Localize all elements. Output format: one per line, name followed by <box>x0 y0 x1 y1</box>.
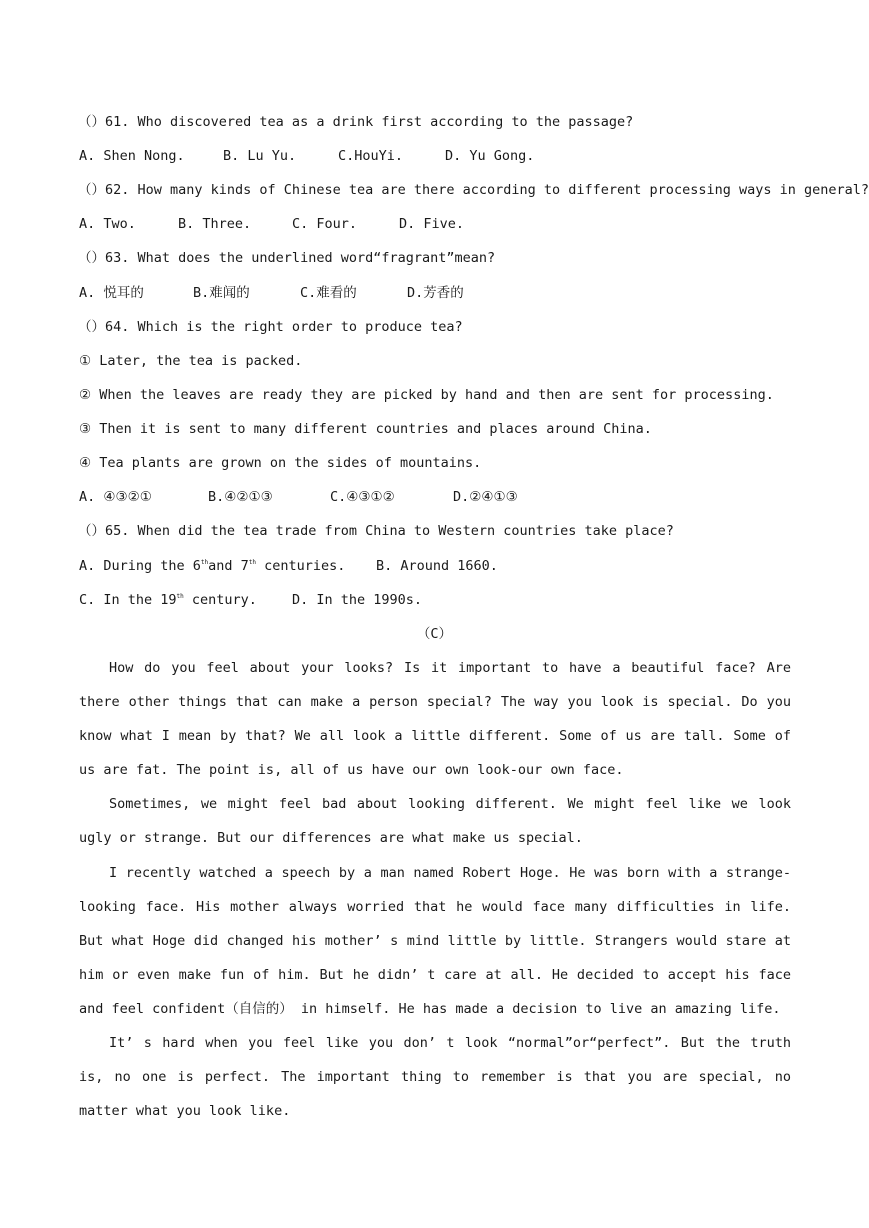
q64-step-1: ① Later, the tea is packed. <box>79 353 303 369</box>
passage-c-heading: （C） <box>416 626 453 642</box>
q64-step-2: ② When the leaves are ready they are picked by hand and then are sent for processing. <box>79 387 774 403</box>
question-65-stem: （）65. When did the tea trade from China to Western countries take place? <box>78 523 674 539</box>
question-63-stem: （）63. What does the underlined word“fragrant”mean? <box>78 250 496 266</box>
q62-option-b: B. Three. <box>178 216 252 232</box>
q63-option-c: C.难看的 <box>300 285 357 301</box>
q61-option-b: B. Lu Yu. <box>223 148 297 164</box>
q61-option-a: A. Shen Nong. <box>79 148 185 164</box>
q64-step-3: ③ Then it is sent to many different countries and places around China. <box>79 421 652 437</box>
q64-option-c: C.④③①② <box>330 489 395 505</box>
passage-paragraph: Sometimes, we might feel bad about looking different. We might feel like we look ugly or strange. But our differences are what make us special. <box>79 796 791 846</box>
q62-option-d: D. Five. <box>399 216 465 232</box>
q62-option-c: C. Four. <box>292 216 358 232</box>
q64-option-d: D.②④①③ <box>453 489 518 505</box>
passage-paragraph: How do you feel about your looks? Is it important to have a beautiful face? Are there other things that can make a person special? The way you look is special. Do you know what I mean by that? We all look a little different. Some of us are tall. Some of us are fat. The point is, all of us have our own look-our own face. <box>79 660 791 778</box>
q65-option-d: D. In the 1990s. <box>292 592 423 608</box>
q63-option-d: D.芳香的 <box>407 285 464 301</box>
q63-option-a: A. 悦耳的 <box>79 285 144 301</box>
q65-option-c: C. In the 19th century. <box>79 592 257 608</box>
question-61-stem: （）61. Who discovered tea as a drink first according to the passage? <box>78 114 634 130</box>
q65-option-a: A. During the 6thand 7th centuries. <box>79 558 346 574</box>
q61-option-d: D. Yu Gong. <box>445 148 535 164</box>
q64-step-4: ④ Tea plants are grown on the sides of mountains. <box>79 455 482 471</box>
question-64-stem: （）64. Which is the right order to produce tea? <box>78 319 463 335</box>
passage-paragraph: It’ s hard when you feel like you don’ t look “normal”or“perfect”. But the truth is, no one is perfect. The important thing to remember is that you are special, no matter what you look like. <box>79 1035 791 1119</box>
q64-option-a: A. ④③②① <box>79 489 152 505</box>
q64-option-b: B.④②①③ <box>208 489 273 505</box>
question-62-stem: （）62. How many kinds of Chinese tea are there according to different processing ways in general? <box>78 182 869 198</box>
q61-option-c: C.HouYi. <box>338 148 404 164</box>
passage-paragraph: I recently watched a speech by a man named Robert Hoge. He was born with a strange-looking face. His mother always worried that he would face many difficulties in life. But what Hoge did changed his mother’ s mind little by little. Strangers would stare at him or even make fun of him. But he didn’ t care at all. He decided to accept his face and feel confident（自信的） in himself. He has made a decision to live an amazing life. <box>79 865 791 1017</box>
q62-option-a: A. Two. <box>79 216 136 232</box>
q63-option-b: B.难闻的 <box>193 285 250 301</box>
q65-option-b: B. Around 1660. <box>376 558 498 574</box>
